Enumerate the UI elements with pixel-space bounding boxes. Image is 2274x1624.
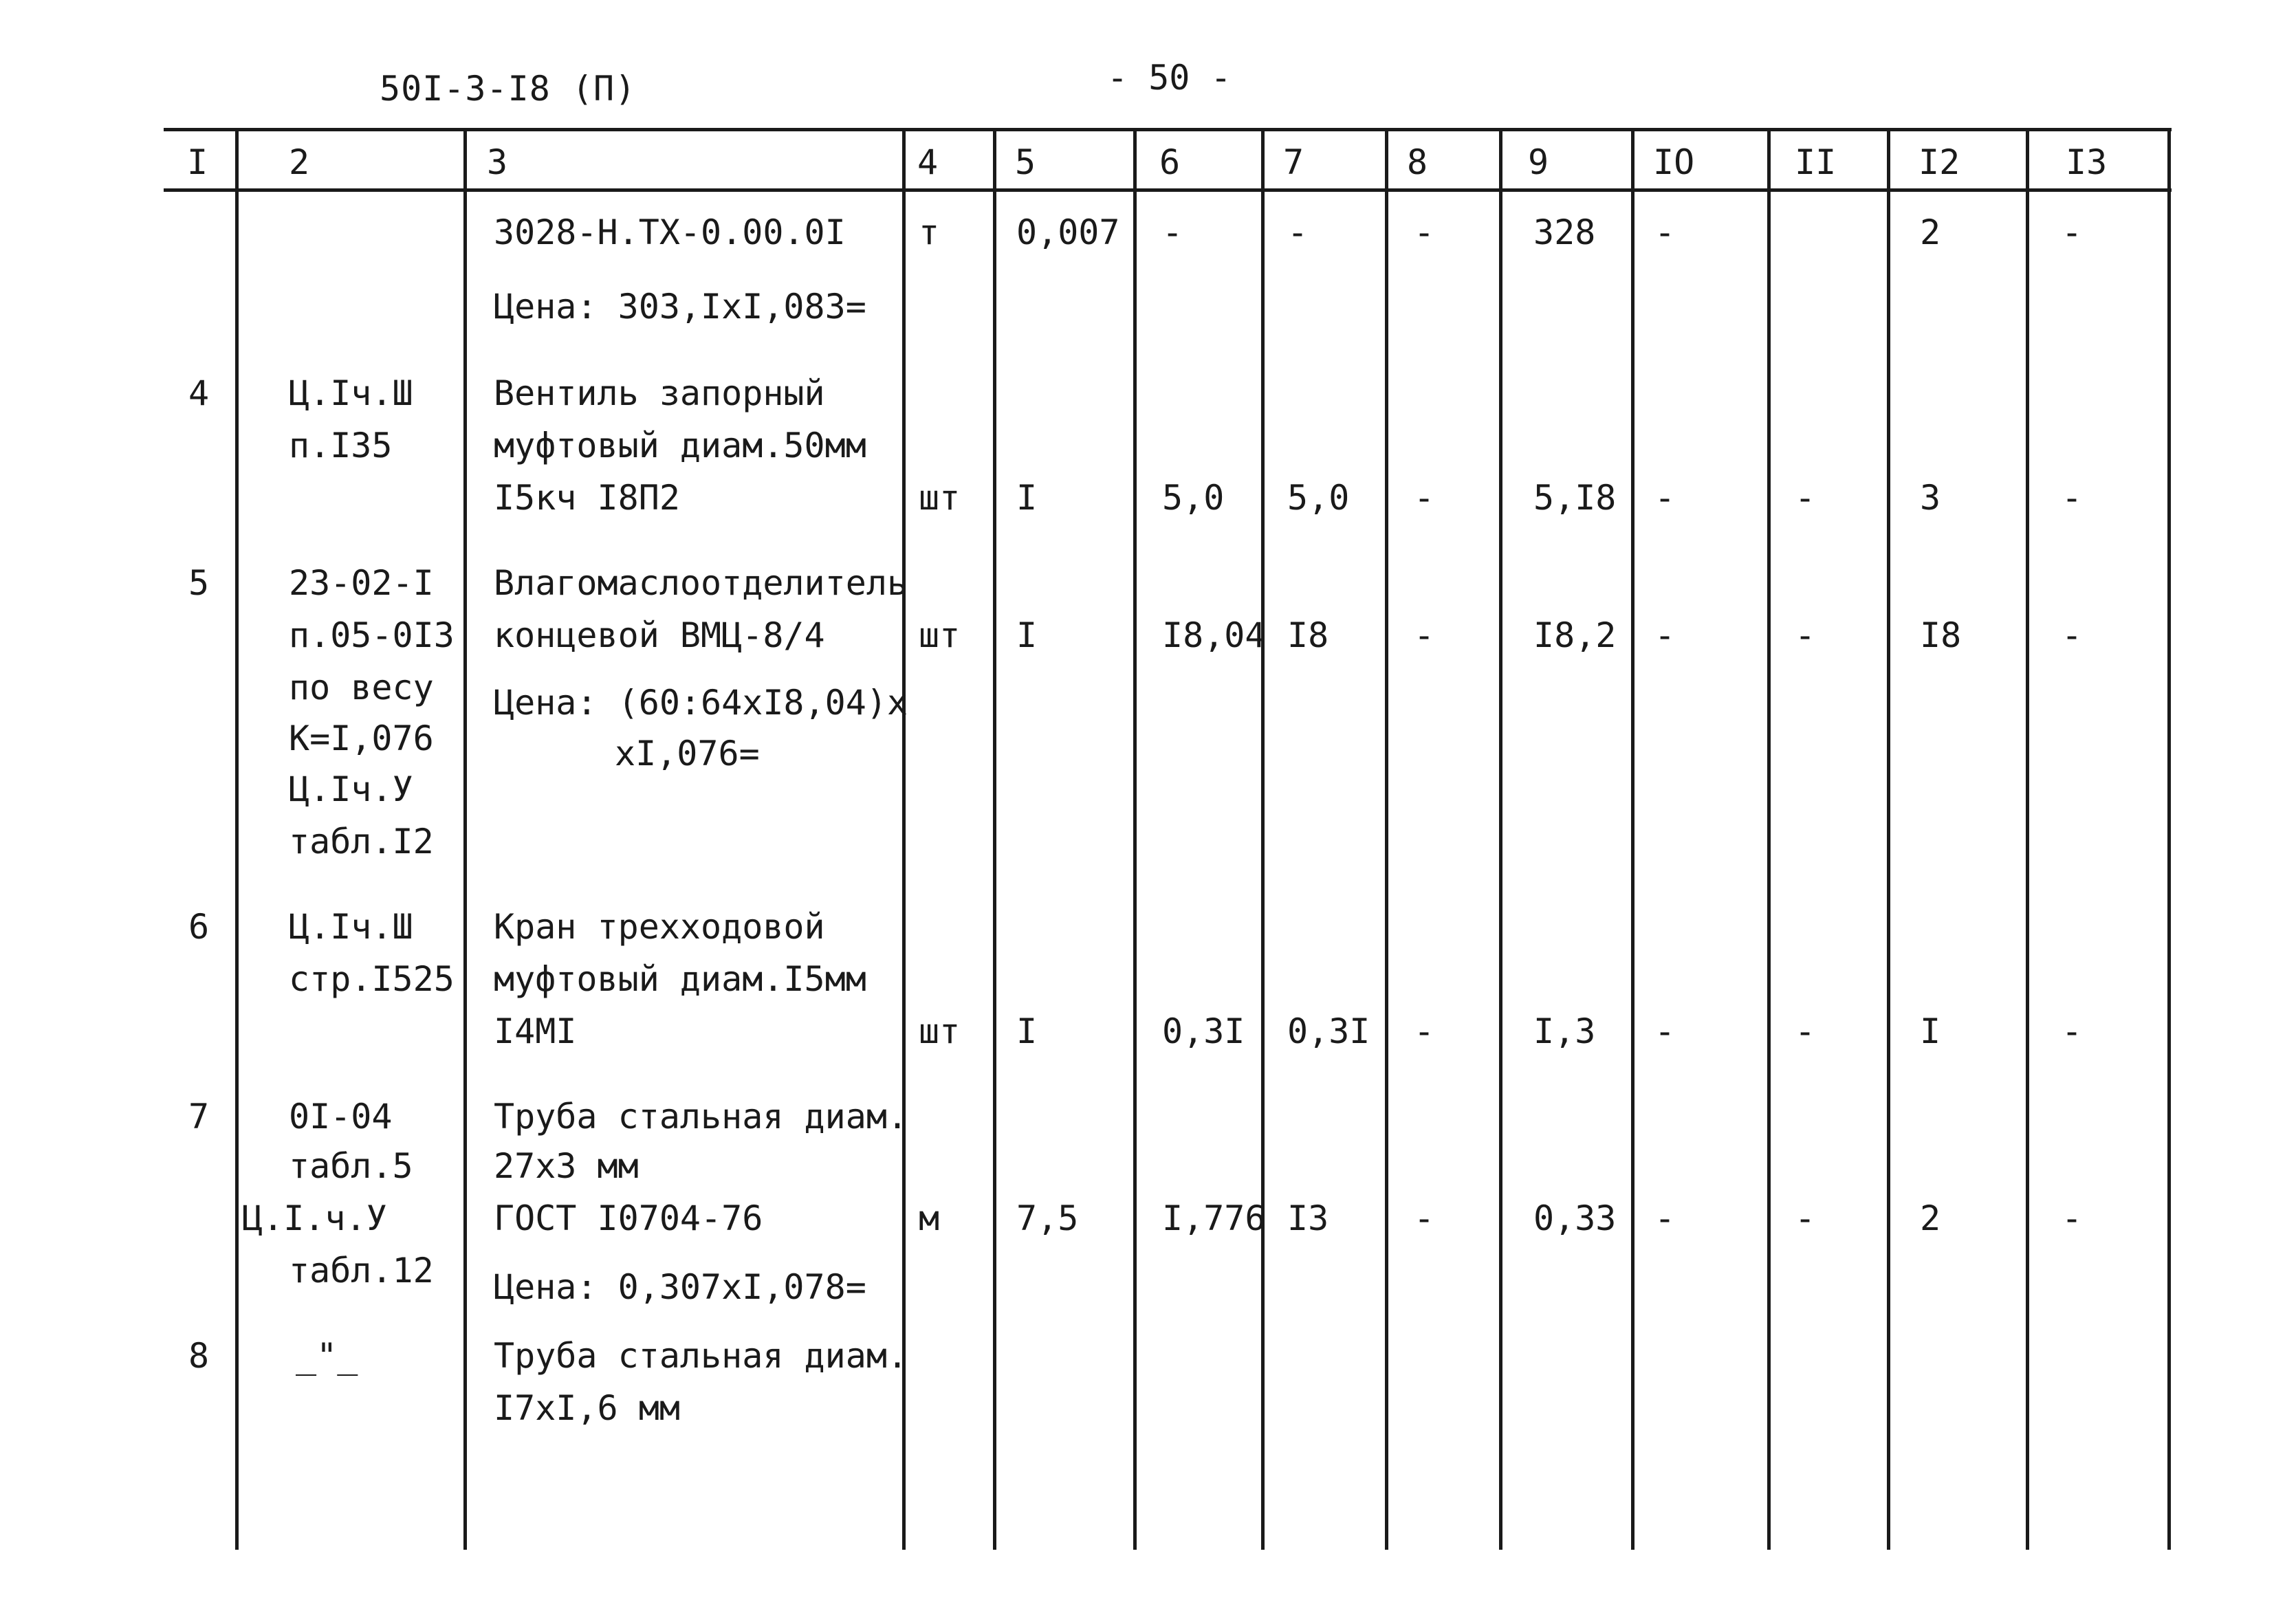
cell-col4: шт [919,615,961,655]
cell-col2: п.05-0I3 [289,615,455,655]
cell-col3: I4МI [494,1011,577,1051]
header-col-10: IO [1653,142,1695,182]
cell-col8: - [1414,478,1435,518]
cell-col13: - [2062,478,2083,518]
cell-col10: - [1654,478,1676,518]
cell-col3: Кран трехходовой [494,907,825,947]
cell-col4: шт [919,478,961,518]
header-col-1: I [187,142,208,182]
cell-col1: 5 [188,563,210,603]
cell-col11: - [1795,1198,1816,1238]
col-divider-11 [1887,128,1890,1550]
cell-col3: муфтовый диам.50мм [494,426,866,465]
cell-col9: 5,I8 [1533,478,1617,518]
cell-col1: 4 [188,373,210,413]
cell-col3: Влагомаслоотделитель [494,563,908,603]
col-divider-12 [2026,128,2029,1550]
cell-col13: - [2062,1011,2083,1051]
cell-col8: - [1414,615,1435,655]
header-col-2: 2 [289,142,310,182]
cell-col2: Ц.I.ч.У [242,1198,387,1238]
cell-col3-price: Цена: 303,IхI,083= [494,287,866,327]
cell-col1: 8 [188,1336,210,1376]
cell-col3: Труба стальная диам. [494,1097,908,1137]
cell-col12: 2 [1920,1198,1941,1238]
cell-col5: 0,007 [1016,212,1120,252]
header-col-6: 6 [1159,142,1181,182]
cell-col3: ГОСТ I0704-76 [494,1198,763,1238]
cell-col2: 0I-04 [289,1097,393,1137]
cell-col10: - [1654,212,1676,252]
cell-col6: 0,3I [1162,1011,1245,1051]
cell-col4: шт [919,1011,961,1051]
cell-col3: Вентиль запорный [494,373,825,413]
cell-col13: - [2062,1198,2083,1238]
col-divider-1 [235,128,239,1550]
cell-col10: - [1654,1011,1676,1051]
cell-col2: табл.5 [289,1146,413,1186]
cell-col7: I8 [1287,615,1329,655]
cell-col9: 0,33 [1533,1198,1617,1238]
cell-col7: - [1287,212,1309,252]
cell-col10: - [1654,615,1676,655]
cell-col3-price: Цена: (60:64хI8,04)х [494,683,908,723]
cell-col5: I [1016,478,1038,518]
header-col-9: 9 [1528,142,1549,182]
col-divider-4 [993,128,996,1550]
col-divider-13 [2167,128,2171,1550]
cell-col6: I,776 [1162,1198,1266,1238]
cell-col2: п.I35 [289,426,393,465]
col-divider-2 [463,128,467,1550]
cell-col1: 6 [188,907,210,947]
cell-col1: 7 [188,1097,210,1137]
cell-col4: м [919,1198,940,1238]
cell-col6: I8,04 [1162,615,1266,655]
cell-col3: I7хI,6 мм [494,1388,680,1428]
cell-col2: Ц.Iч.Ш [289,373,413,413]
header-col-8: 8 [1407,142,1428,182]
cell-col13: - [2062,615,2083,655]
cell-col3: I5кч I8П2 [494,478,680,518]
cell-col10: - [1654,1198,1676,1238]
cell-col9: 328 [1533,212,1596,252]
cell-col8: - [1414,1198,1435,1238]
cell-col2: Ц.Iч.У [289,769,413,809]
col-divider-5 [1133,128,1137,1550]
cell-col3: муфтовый диам.I5мм [494,959,866,999]
cell-col11: - [1795,615,1816,655]
cell-col12: 2 [1920,212,1941,252]
cell-col2-ditto: _"_ [296,1336,358,1376]
header-col-13: I3 [2066,142,2108,182]
cell-col3: Труба стальная диам. [494,1336,908,1376]
cell-col3: концевой ВМЦ-8/4 [494,615,825,655]
cell-col11: - [1795,1011,1816,1051]
cell-col2: 23-02-I [289,563,434,603]
cell-col4: т [919,212,940,252]
cell-col7: 5,0 [1287,478,1350,518]
col-divider-9 [1631,128,1635,1550]
cell-col2: табл.I2 [289,822,434,862]
page-number: - 50 - [1107,58,1232,98]
cell-col13: - [2062,212,2083,252]
header-col-7: 7 [1283,142,1304,182]
col-divider-10 [1767,128,1771,1550]
document-code: 50I-3-I8 (П) [380,69,637,109]
cell-col5: I [1016,615,1038,655]
header-col-12: I2 [1918,142,1960,182]
cell-col3-price: Цена: 0,307хI,078= [494,1267,866,1307]
cell-col3: 3028-Н.ТХ-0.00.0I [494,212,846,252]
cell-col2: табл.12 [289,1251,434,1291]
col-divider-6 [1261,128,1265,1550]
cell-col5: 7,5 [1016,1198,1079,1238]
col-divider-8 [1499,128,1502,1550]
cell-col2: стр.I525 [289,959,455,999]
header-col-4: 4 [917,142,939,182]
cell-col7: 0,3I [1287,1011,1370,1051]
cell-col6: 5,0 [1162,478,1225,518]
cell-col12: I8 [1920,615,1962,655]
cell-col8: - [1414,212,1435,252]
cell-col5: I [1016,1011,1038,1051]
cell-col9: I,3 [1533,1011,1596,1051]
cell-col2: по весу [289,668,434,707]
col-divider-7 [1385,128,1388,1550]
cell-col2: К=I,076 [289,718,434,758]
cell-col8: - [1414,1011,1435,1051]
cell-col12: I [1920,1011,1941,1051]
cell-col12: 3 [1920,478,1941,518]
cell-col3-price: хI,076= [615,734,760,773]
cell-col11: - [1795,478,1816,518]
cell-col7: I3 [1287,1198,1329,1238]
cell-col3: 27х3 мм [494,1146,639,1186]
header-col-11: II [1795,142,1837,182]
cell-col2: Ц.Iч.Ш [289,907,413,947]
cell-col6: - [1162,212,1183,252]
cell-col9: I8,2 [1533,615,1617,655]
header-col-3: 3 [487,142,508,182]
header-col-5: 5 [1015,142,1036,182]
